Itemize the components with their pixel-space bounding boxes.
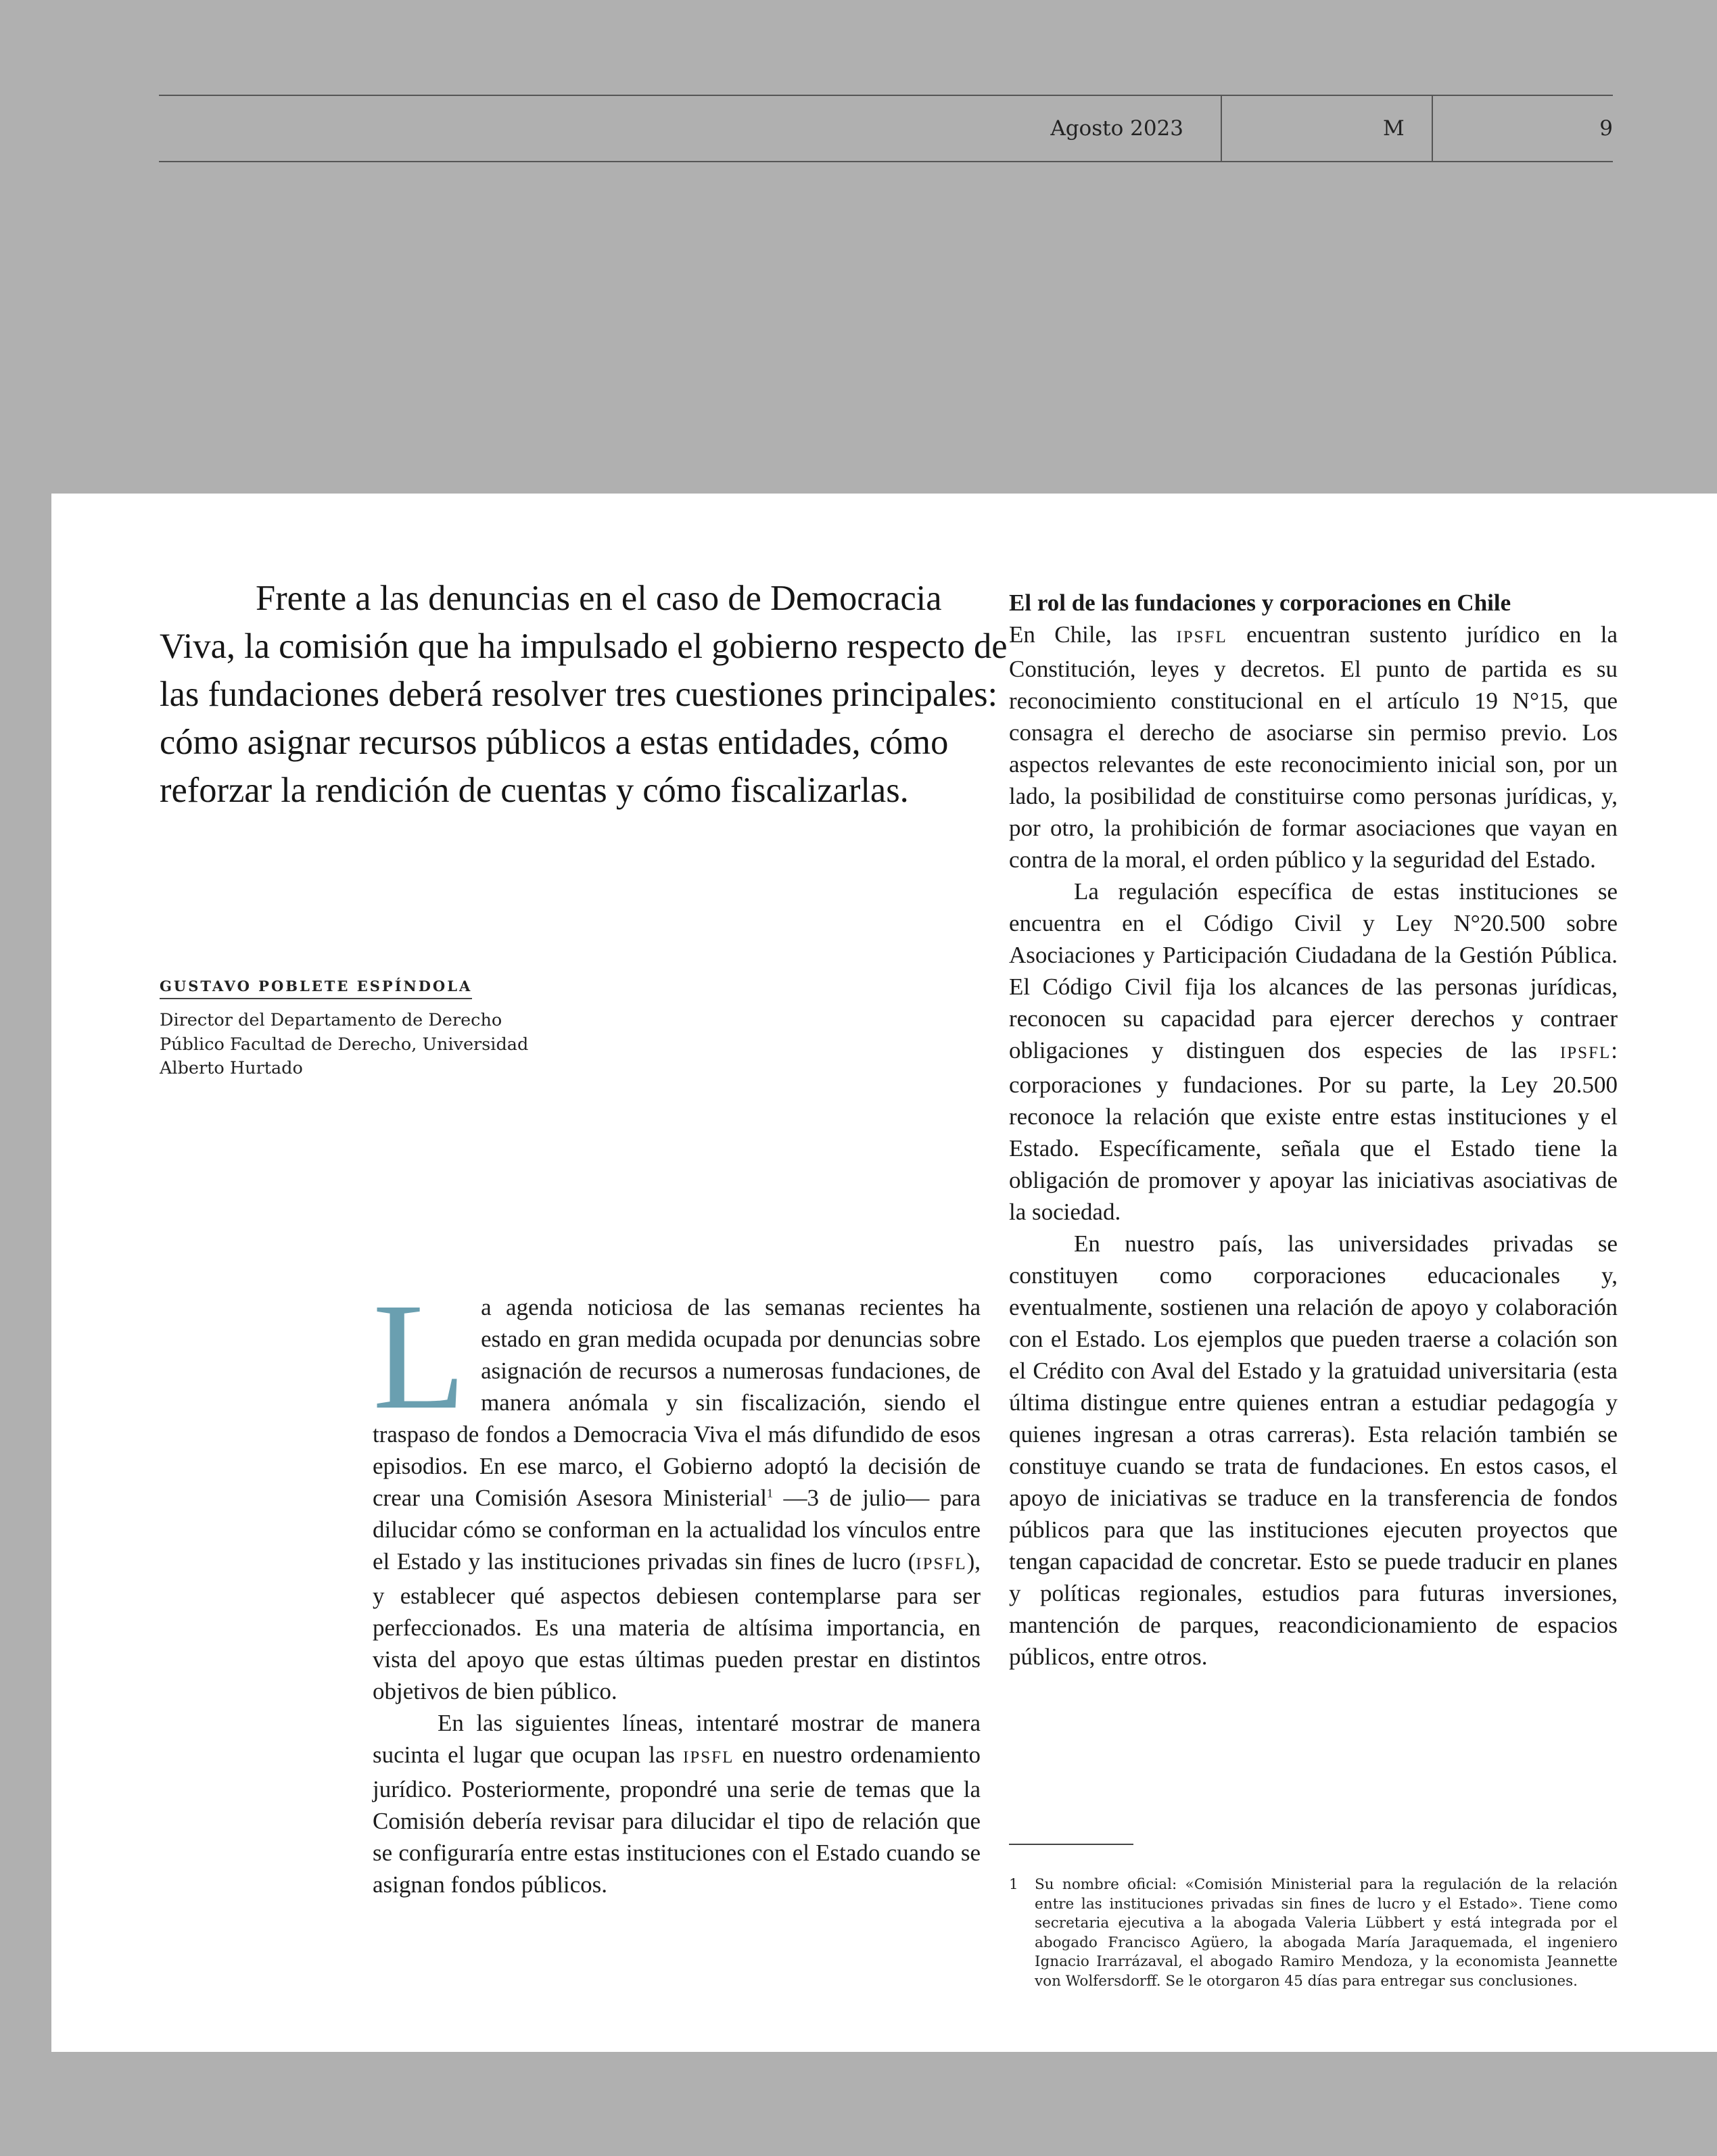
- header-divider: [1221, 96, 1222, 161]
- abbreviation: IPSFL: [1176, 628, 1227, 646]
- header-divider: [1432, 96, 1433, 161]
- body-column-right: [1009, 587, 1618, 1673]
- author-role-line: Público Facultad de Derecho, Universidad: [160, 1034, 529, 1055]
- article-page: [51, 494, 1717, 2052]
- issue-date: Agosto 2023: [1050, 116, 1183, 141]
- author-name: GUSTAVO POBLETE ESPÍNDOLA: [160, 978, 472, 999]
- page-header: [159, 95, 1613, 162]
- author-role: [160, 1009, 579, 1081]
- section-title: El rol de las fundaciones y corporaciones en Chile: [1009, 590, 1511, 616]
- author-role-line: Alberto Hurtado: [160, 1058, 303, 1078]
- body-paragraph: En Chile, las IPSFL encuentran sustento jurídico en la Constitución, leyes y decretos. El punto de partida es su reconocimiento constitucional en el artículo 19 N°15, que consagra el derecho de asociarse sin permiso previo. Los aspectos relevantes de este reconocimiento inicial son, por un lado, la posibilidad de constituirse como personas jurídicas, y, por otro, la prohibición de formar asociaciones que vayan en contra de la moral, el orden público y la seguridad del Estado.: [1009, 621, 1618, 873]
- body-paragraph: En las siguientes líneas, intentaré mostrar de manera sucinta el lugar que ocupan las IPSFL en nuestro ordenamiento jurídico. Posteriormente, propondré una serie de temas que la Comisión debería revisar para dilucidar el tipo de relación que se configuraría entre estas instituciones con el Estado cuando se asignan fondos públicos.: [373, 1710, 981, 1898]
- footnote: [1009, 1875, 1618, 1991]
- article-lede: Frente a las denuncias en el caso de Democracia Viva, la comisión que ha impulsado el gobierno respecto de las fundaciones deberá resolver tres cuestiones principales: cómo asignar recursos públicos a estas entidades, cómo reforzar la rendición de cuentas y cómo fiscalizarlas.: [160, 579, 1008, 810]
- footnote-ref: 1: [767, 1486, 774, 1500]
- drop-cap: L: [373, 1272, 467, 1441]
- footnote-text: Su nombre oficial: «Comisión Ministerial para la regulación de la relación entre las instituciones privadas sin fines de lucro y el Estado». Tiene como secretaria ejecutiva a la abogada Valeria Lübbert y está integrada por el abogado Francisco Agüero, la abogada María Jaraquemada, el ingeniero Ignacio Irarrázaval, el abogado Ramiro Mendoza, y la economista Jeannette von Wolfersdorff. Se le otorgaron 45 días para entregar sus conclusiones.: [1035, 1876, 1618, 1990]
- section-mark: M: [1383, 116, 1405, 141]
- abbreviation: IPSFL: [683, 1748, 734, 1767]
- body-paragraph: En nuestro país, las universidades privadas se constituyen como corporaciones educacionales y, eventualmente, sostienen una relación de apoyo y colaboración con el Estado. Los ejemplos que pueden traerse a colación son el Crédito con Aval del Estado y la gratuidad universitaria (esta última distingue entre quienes entran a estudiar pedagogía y quienes ingresan a otras carreras). Esta relación también se constituye cuando se trata de fundaciones. En estos casos, el apoyo de iniciativas se traduce en la transferencia de fondos públicos para que las instituciones ejecuten proyectos que tengan capacidad de concretar. Esto se puede traducir en planes y políticas regionales, estudios para futuras inversiones, mantención de parques, reacondicionamiento de espacios públicos, entre otros.: [1009, 1230, 1618, 1670]
- footnote-divider: [1009, 1844, 1133, 1845]
- body-paragraph: La regulación específica de estas instituciones se encuentra en el Código Civil y Ley N°20.500 sobre Asociaciones y Participación Ciudadana de la Gestión Pública. El Código Civil fija los alcances de las personas jurídicas, reconocen su capacidad para ejercer derechos y contraer obligaciones y distinguen dos especies de las IPSFL: corporaciones y fundaciones. Por su parte, la Ley 20.500 reconoce la relación que existe entre estas instituciones y el Estado. Específicamente, señala que el Estado tiene la obligación de promover y apoyar las iniciativas asociativas de la sociedad.: [1009, 878, 1618, 1225]
- body-column-left: [373, 1272, 981, 1900]
- footnote-number: 1: [1009, 1876, 1018, 1893]
- body-paragraph: La agenda noticiosa de las semanas recientes ha estado en gran medida ocupada por denuncias sobre asignación de recursos a numerosas fundaciones, de manera anómala y sin fiscalización, siendo el traspaso de fondos a Democracia Viva el más difundido de esos episodios. En ese marco, el Gobierno adoptó la decisión de crear una Comisión Asesora Ministerial$^1$ —3 de julio— para dilucidar cómo se conforman en la actualidad los vínculos entre el Estado y las instituciones privadas sin fines de lucro (IPSFL), y establecer qué aspectos debiesen contemplarse para ser perfeccionados. Es una materia de altísima importancia, en vista del apoyo que estas últimas pueden prestar en distintos objetivos de bien público.: [373, 1272, 981, 1704]
- author-role-line: Director del Departamento de Derecho: [160, 1010, 502, 1030]
- abbreviation: IPSFL: [1559, 1044, 1612, 1062]
- abbreviation: IPSFL: [916, 1555, 967, 1573]
- page-number: 9: [1599, 116, 1613, 141]
